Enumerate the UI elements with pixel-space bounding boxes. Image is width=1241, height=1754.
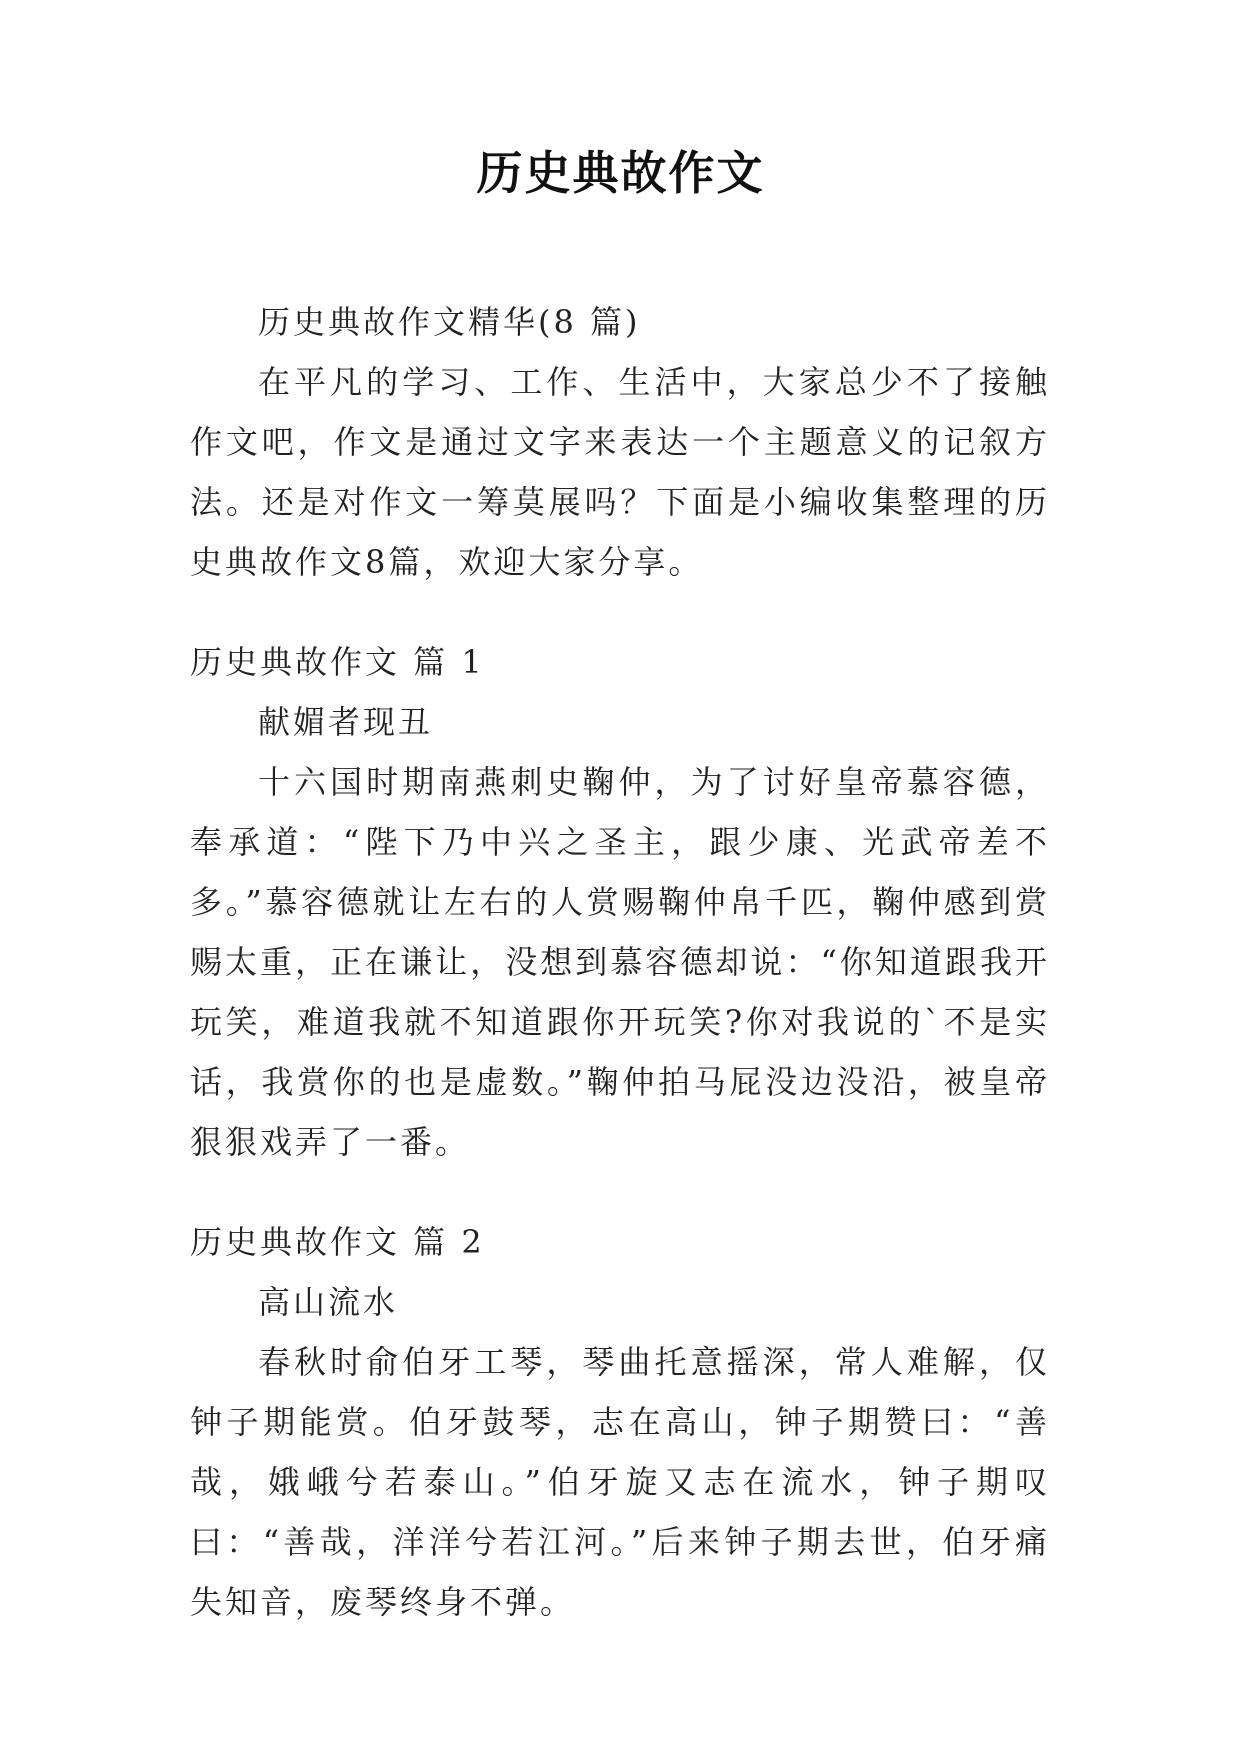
- section-heading-2: 历史典故作文 篇 2: [190, 1223, 485, 1261]
- document-title: 历史典故作文: [476, 146, 765, 200]
- section-heading-1: 历史典故作文 篇 1: [190, 643, 485, 681]
- document-body: [190, 292, 1050, 1632]
- story-title-1: 献媚者现丑: [258, 703, 434, 741]
- story-body-1: 十六国时期南燕刺史鞠仲，为了讨好皇帝慕容德，奉承道：“陛下乃中兴之圣主，跟少康、光武帝差不多。”慕容德就让左右的人赏赐鞠仲帛千匹，鞠仲感到赏赐太重，正在谦让，没想到慕容德却说：“你知道跟我开玩笑，难道我就不知道跟你开玩笑?你对我说的`不是实话，我赏你的也是虚数。”鞠仲拍马屁没边没沿，被皇帝狠狠戏弄了一番。: [190, 763, 1050, 1161]
- document-subtitle: 历史典故作文精华(8 篇): [258, 303, 641, 341]
- story-title-2: 高山流水: [258, 1283, 399, 1321]
- story-body-2: 春秋时俞伯牙工琴，琴曲托意摇深，常人难解，仅钟子期能赏。伯牙鼓琴，志在高山，钟子期赞曰：“善哉，娥峨兮若泰山。”伯牙旋又志在流水，钟子期叹曰：“善哉，洋洋兮若江河。”后来钟子期去世，伯牙痛失知音，废琴终身不弹。: [190, 1343, 1050, 1621]
- intro-paragraph: 在平凡的学习、工作、生活中，大家总少不了接触作文吧，作文是通过文字来表达一个主题意义的记叙方法。还是对作文一筹莫展吗？下面是小编收集整理的历史典故作文8篇，欢迎大家分享。: [190, 363, 1050, 581]
